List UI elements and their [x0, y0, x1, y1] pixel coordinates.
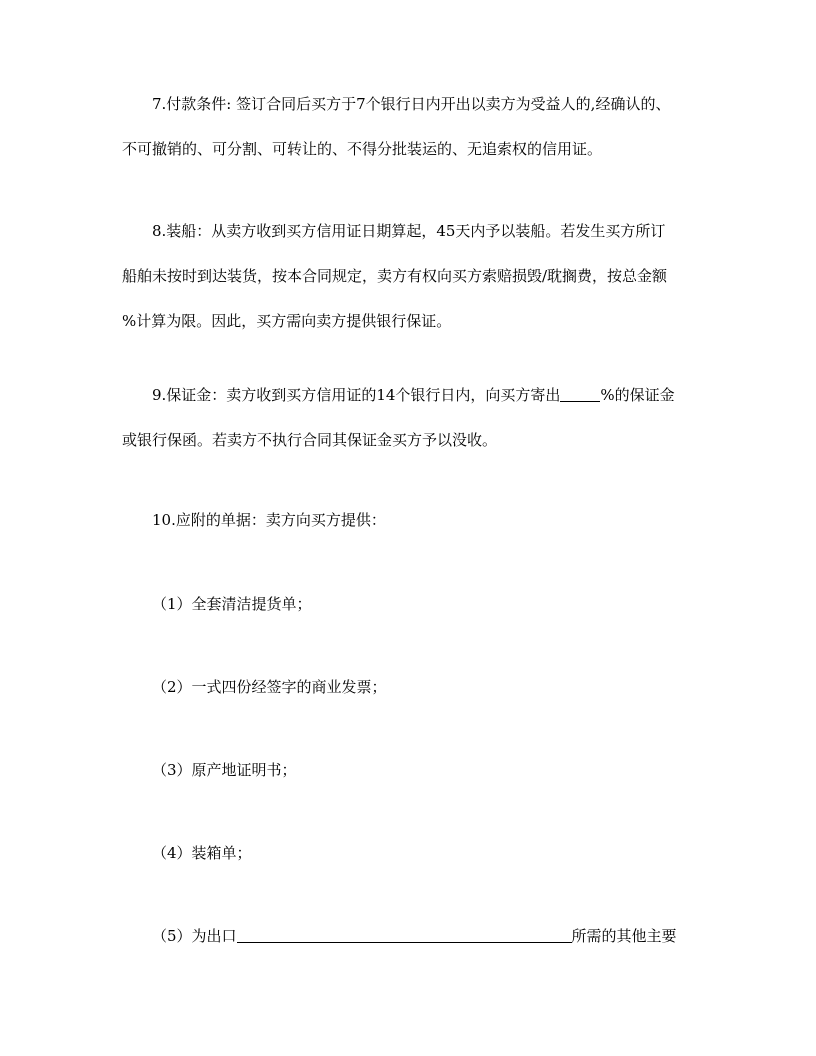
clause-10-item-5-text-after: 所需的其他主要 [571, 927, 677, 945]
clause-9-line-1-text-before: 9.保证金：卖方收到买方信用证的14个银行日内，向买方寄出 [152, 386, 561, 404]
clause-10-item-5-line [122, 914, 702, 959]
clause-10-item-5 [122, 914, 702, 959]
clause-10-item-2 [122, 665, 702, 710]
clause-10-item-1-text: （1）全套清洁提货单； [152, 595, 312, 613]
clause-10-item-3-text: （3）原产地证明书； [152, 761, 297, 779]
export-purpose-blank [237, 926, 572, 943]
clause-9-line-1-text-after: %的保证金 [600, 386, 675, 404]
clause-7-line-1: 7.付款条件: 签订合同后买方于7个银行日内开出以卖方为受益人的,经确认的、 [152, 95, 671, 113]
clause-10-item-1 [122, 582, 702, 627]
clause-10-item-4-text: （4）装箱单； [152, 844, 252, 862]
clause-10-heading [122, 498, 702, 543]
clause-9-line-2: 或银行保函。若卖方不执行合同其保证金买方予以没收。 [122, 431, 498, 449]
clause-10-item-2-text: （2）一式四份经签字的商业发票； [152, 678, 387, 696]
clause-7-line-2: 不可撤销的、可分割、可转让的、不得分批装运的、无追索权的信用证。 [122, 140, 603, 158]
clause-10-item-3 [122, 748, 702, 793]
clause-8-line-1: 8.装船：从卖方收到买方信用证日期算起，45天内予以装船。若发生买方所订 [152, 222, 666, 240]
clause-8-line-2: 船舶未按时到达装货，按本合同规定，卖方有权向买方索赔损毁/耽搁费，按总金额 [122, 267, 668, 285]
clause-9-line-1 [122, 373, 702, 418]
clause-8-shipment [122, 209, 702, 344]
deposit-percent-blank [560, 385, 600, 402]
clause-8-line-3: %计算为限。因此，买方需向卖方提供银行保证。 [122, 312, 452, 330]
clause-10-heading-text: 10.应附的单据：卖方向买方提供： [152, 511, 386, 529]
clause-10-item-4 [122, 831, 702, 876]
clause-7-payment-terms [122, 82, 702, 172]
clause-10-item-5-text-before: （5）为出口 [152, 927, 237, 945]
clause-9-deposit [122, 373, 702, 463]
